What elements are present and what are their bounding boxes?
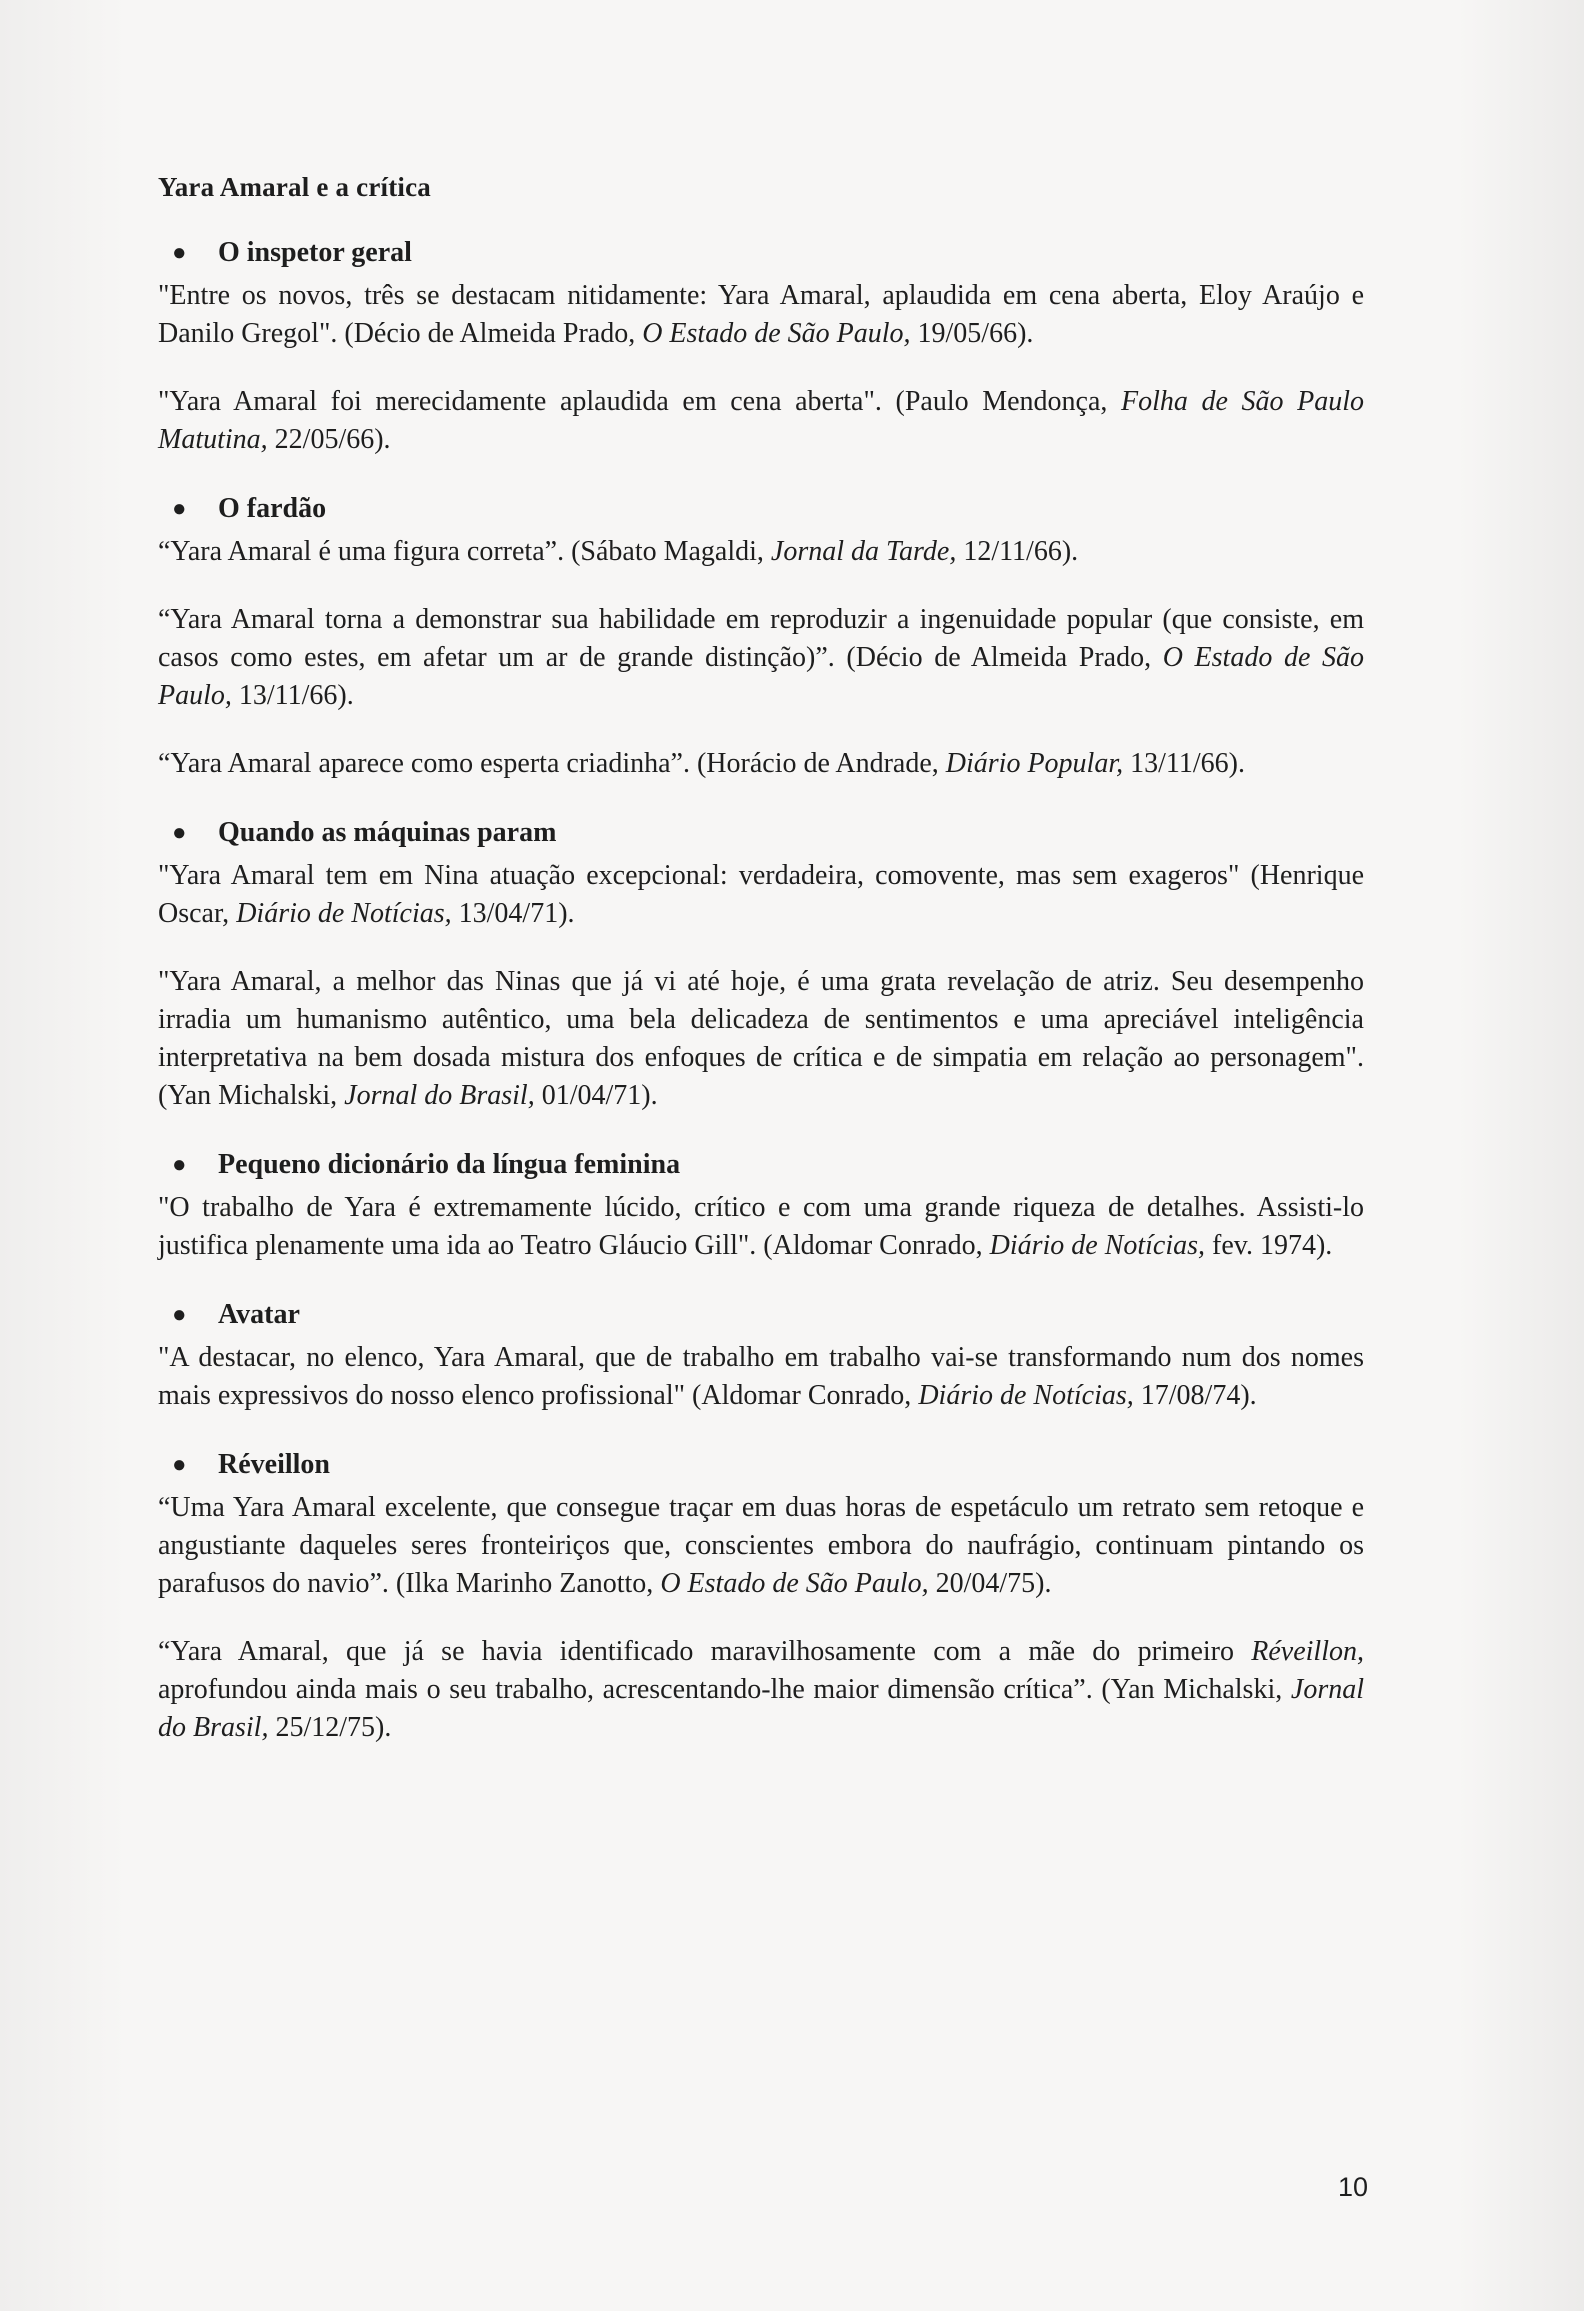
- section: [158, 1145, 1364, 1265]
- section-heading: [158, 1295, 1364, 1335]
- quote-text: 13/11/66).: [231, 680, 354, 711]
- section: [158, 813, 1364, 1115]
- citation-source: Jornal do Brasil,: [158, 1674, 1364, 1743]
- quote-text: 25/12/75).: [268, 1712, 392, 1743]
- section-heading: [158, 489, 1364, 529]
- quote-paragraph: [158, 963, 1364, 1115]
- citation-source: O Estado de São Paulo,: [642, 318, 911, 349]
- section: [158, 233, 1364, 459]
- citation-source: Folha de São Paulo Matutina,: [158, 386, 1364, 455]
- quote-text: fev. 1974).: [1205, 1230, 1333, 1261]
- citation-source: Jornal da Tarde,: [770, 536, 957, 567]
- bullet-icon: ●: [172, 1151, 187, 1178]
- citation-source: Diário de Notícias,: [918, 1380, 1134, 1411]
- quote-text: aprofundou ainda mais o seu trabalho, acrescentando-lhe maior dimensão crítica”. (Yan Michalski,: [158, 1674, 1291, 1705]
- quote-text: “Yara Amaral, que já se havia identificado maravilhosamente com a mãe do primeiro: [158, 1636, 1252, 1667]
- quote-paragraph: [158, 745, 1364, 783]
- section-heading-text: Pequeno dicionário da língua feminina: [218, 1149, 681, 1180]
- section: [158, 1445, 1364, 1747]
- quote-text: 01/04/71).: [534, 1080, 658, 1111]
- document-body: [158, 172, 1364, 1777]
- section: [158, 489, 1364, 783]
- section-heading: [158, 813, 1364, 853]
- bullet-icon: ●: [172, 819, 187, 846]
- quote-text: 20/04/75).: [928, 1568, 1052, 1599]
- quote-paragraph: [158, 857, 1364, 933]
- section-heading-text: Quando as máquinas param: [218, 817, 557, 848]
- bullet-icon: ●: [172, 1451, 187, 1478]
- section-heading-text: O inspetor geral: [218, 237, 412, 268]
- quote-paragraph: [158, 277, 1364, 353]
- quote-text: 17/08/74).: [1133, 1380, 1257, 1411]
- bullet-icon: ●: [172, 495, 187, 522]
- quote-text: “Yara Amaral é uma figura correta”. (Sábato Magaldi,: [158, 536, 771, 567]
- citation-source: Jornal do Brasil,: [344, 1080, 535, 1111]
- quote-text: "O trabalho de Yara é extremamente lúcido, crítico e com uma grande riqueza de detalhes. Assisti-lo justifica plenamente uma ida ao Teatro Gláucio Gill". (Aldomar Conrado,: [158, 1192, 1364, 1261]
- quote-paragraph: [158, 1489, 1364, 1603]
- quote-text: 19/05/66).: [910, 318, 1034, 349]
- section-heading: [158, 1445, 1364, 1485]
- sections-container: [158, 233, 1364, 1747]
- section: [158, 1295, 1364, 1415]
- quote-text: “Yara Amaral torna a demonstrar sua habilidade em reproduzir a ingenuidade popular (que consiste, em casos como estes, em afetar um ar de grande distinção)”. (Décio de Almeida Prado,: [158, 604, 1364, 673]
- page-title: Yara Amaral e a crítica: [158, 172, 432, 202]
- quote-text: "Yara Amaral foi merecidamente aplaudida em cena aberta". (Paulo Mendonça,: [158, 386, 1121, 417]
- quote-text: "Yara Amaral, a melhor das Ninas que já vi até hoje, é uma grata revelação de atriz. Seu desempenho irradia um humanismo autêntico, uma bela delicadeza de sentimentos e uma apreciável inteligência interpretativa na bem dosada mistura dos enfoques de crítica e de simpatia em relação ao personagem". (Yan Michalski,: [158, 966, 1364, 1111]
- section-heading: [158, 233, 1364, 273]
- quote-text: “Yara Amaral aparece como esperta criadinha”. (Horácio de Andrade,: [158, 748, 946, 779]
- quote-text: "Entre os novos, três se destacam nitidamente: Yara Amaral, aplaudida em cena aberta, Eloy Araújo e Danilo Gregol". (Décio de Almeida Prado,: [158, 280, 1364, 349]
- quote-text: “Uma Yara Amaral excelente, que consegue traçar em duas horas de espetáculo um retrato sem retoque e angustiante daqueles seres fronteiriços que, conscientes embora do naufrágio, continuam pintando os parafusos do navio”. (Ilka Marinho Zanotto,: [158, 1492, 1364, 1599]
- quote-text: "Yara Amaral tem em Nina atuação excepcional: verdadeira, comovente, mas sem exageros" (Henrique Oscar,: [158, 860, 1364, 929]
- bullet-icon: ●: [172, 239, 187, 266]
- quote-paragraph: [158, 383, 1364, 459]
- section-heading-text: Avatar: [218, 1299, 300, 1330]
- citation-source: Diário de Notícias,: [236, 898, 452, 929]
- citation-source: O Estado de São Paulo,: [158, 642, 1364, 711]
- section-heading-text: Réveillon: [218, 1449, 330, 1480]
- quote-text: 13/11/66).: [1123, 748, 1245, 779]
- citation-source: Diário Popular,: [945, 748, 1124, 779]
- quote-paragraph: [158, 601, 1364, 715]
- quote-paragraph: [158, 533, 1364, 571]
- section-heading-text: O fardão: [218, 493, 327, 524]
- quote-text: 12/11/66).: [956, 536, 1079, 567]
- citation-source: O Estado de São Paulo,: [660, 1568, 929, 1599]
- quote-paragraph: [158, 1189, 1364, 1265]
- citation-source: Réveillon,: [1251, 1636, 1364, 1667]
- section-heading: [158, 1145, 1364, 1185]
- bullet-icon: ●: [172, 1301, 187, 1328]
- page-number: 10: [1338, 2172, 1369, 2202]
- quote-paragraph: [158, 1633, 1364, 1747]
- quote-text: "A destacar, no elenco, Yara Amaral, que de trabalho em trabalho vai-se transformando num dos nomes mais expressivos do nosso elenco profissional" (Aldomar Conrado,: [158, 1342, 1364, 1411]
- citation-source: Diário de Notícias,: [989, 1230, 1206, 1261]
- quote-paragraph: [158, 1339, 1364, 1415]
- quote-text: 22/05/66).: [267, 424, 391, 455]
- quote-text: 13/04/71).: [451, 898, 575, 929]
